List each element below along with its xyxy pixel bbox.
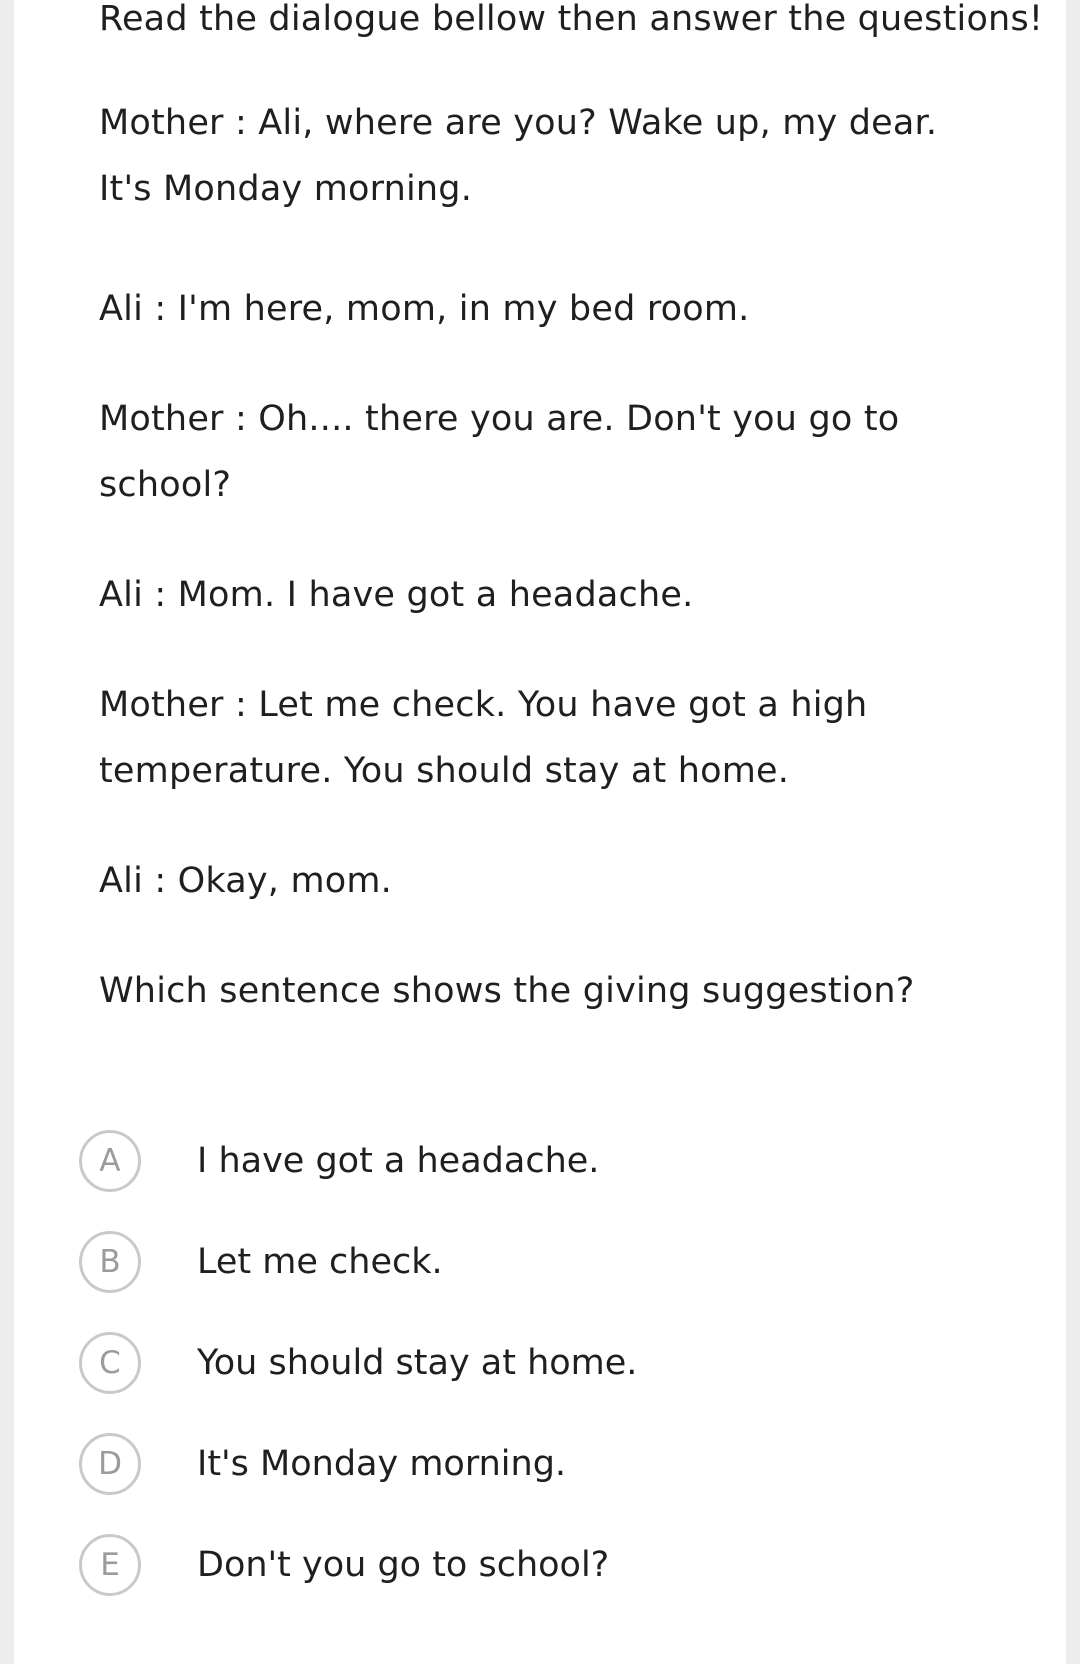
dialogue-text: Mother : Let me check. You have got a high (99, 685, 868, 725)
option-c[interactable] (14, 1326, 1014, 1406)
option-d-label: It's Monday morning. (197, 1444, 567, 1484)
dialogue-text: school? (99, 465, 232, 505)
question-text: Which sentence shows the giving suggestion? (99, 971, 915, 1011)
option-e-radio[interactable]: E (79, 1534, 141, 1596)
dialogue-text: temperature. You should stay at home. (99, 751, 790, 791)
option-b-radio[interactable]: B (79, 1231, 141, 1293)
dialogue-line-ali-3 (99, 848, 392, 914)
option-c-label: You should stay at home. (197, 1343, 638, 1383)
dialogue-line-mother-2 (99, 386, 899, 518)
dialogue-line-ali-1 (99, 276, 750, 342)
option-c-radio[interactable]: C (79, 1332, 141, 1394)
dialogue-text: Ali : Okay, mom. (99, 861, 392, 901)
option-d-radio[interactable]: D (79, 1433, 141, 1495)
dialogue-text: Mother : Oh.... there you are. Don't you go to (99, 399, 900, 439)
dialogue-text: Ali : Mom. I have got a headache. (99, 575, 694, 615)
option-a-radio[interactable]: A (79, 1130, 141, 1192)
option-b[interactable] (14, 1225, 1014, 1305)
dialogue-line-mother-1 (99, 90, 937, 222)
option-b-label: Let me check. (197, 1242, 443, 1282)
instruction-text: Read the dialogue bellow then answer the questions! (99, 0, 1044, 39)
option-a-label: I have got a headache. (197, 1141, 600, 1181)
dialogue-line-ali-2 (99, 562, 693, 628)
option-e[interactable] (14, 1528, 1014, 1608)
dialogue-text: Mother : Ali, where are you? Wake up, my dear. (99, 103, 938, 143)
dialogue-line-mother-3 (99, 672, 867, 804)
dialogue-text: It's Monday morning. (99, 169, 473, 209)
option-a[interactable] (14, 1124, 1014, 1204)
question-card (14, 0, 1066, 1664)
dialogue-text: Ali : I'm here, mom, in my bed room. (99, 289, 750, 329)
option-d[interactable] (14, 1427, 1014, 1507)
option-e-label: Don't you go to school? (197, 1545, 610, 1585)
